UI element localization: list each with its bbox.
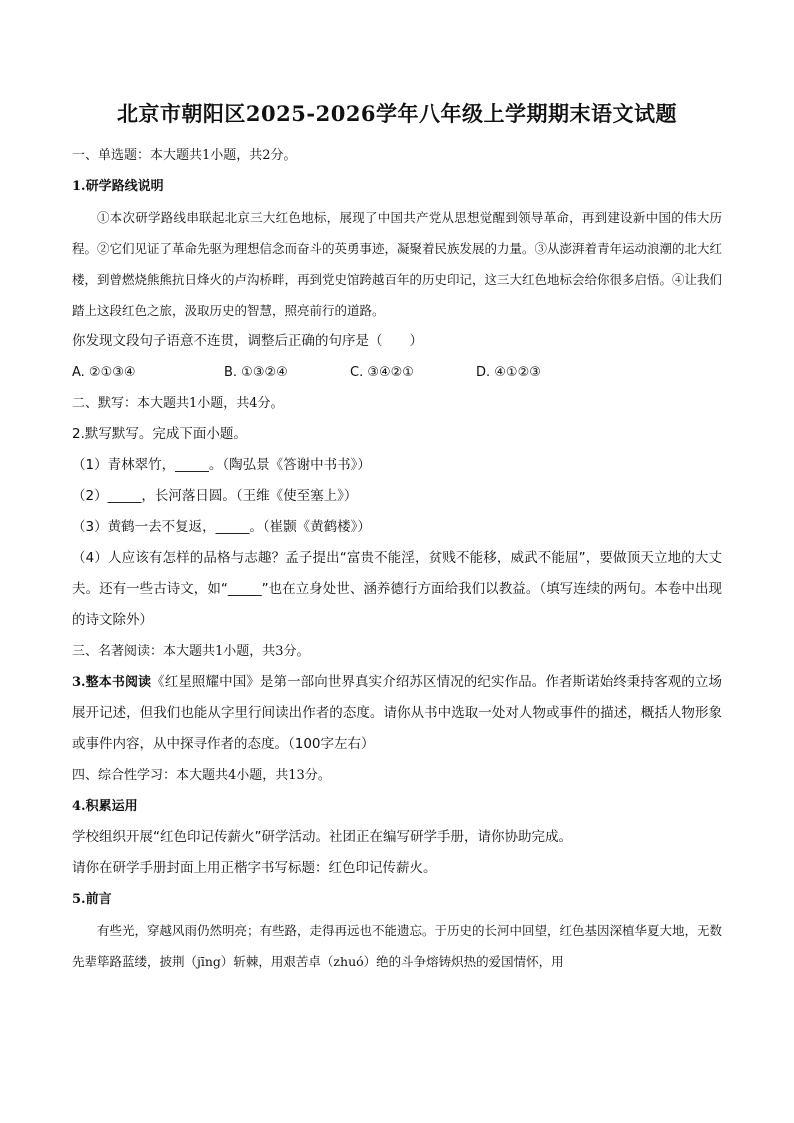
question-5-heading: 5.前言 [72, 892, 112, 907]
question-2-item-3: （3）黄鹤一去不复返，_____。（崔颢《黄鹤楼》） [72, 519, 371, 535]
section-heading-3 [72, 636, 722, 667]
question-1-options [72, 357, 722, 388]
section-heading-4 [72, 760, 722, 791]
section-text: 四、综合性学习：本大题共4小题，共13分。 [72, 768, 331, 783]
question-4-line-2: 请你在研学手册封面上用正楷字书写标题：红色印记传薪火。 [72, 860, 437, 876]
section-heading-2 [72, 388, 722, 419]
question-1-prompt: 你发现文段句子语意不连贯，调整后正确的句序是（ ） [72, 333, 423, 349]
question-2-item-1: （1）青林翠竹，_____。（陶弘景《答谢中书书》） [72, 457, 371, 473]
exam-page [72, 100, 722, 977]
section-heading-1 [72, 140, 722, 171]
question-1-heading: 1.研学路线说明 [72, 179, 164, 194]
question-3-heading: 3.整本书阅读 [72, 675, 152, 690]
question-3-text: 《红星照耀中国》是第一部向世界真实介绍苏区情况的纪实作品。作者斯诺始终秉持客观的立场展开记述，但我们也能从字里行间读出作者的态度。请你从书中选取一处对人物或事件的描述，概括人物形象或事件内容，从中探寻作者的态度。（100字左右） [72, 674, 722, 752]
section-text: 一、单选题：本大题共1小题，共2分。 [72, 148, 297, 163]
option-b[interactable]: B. ①③②④ [224, 365, 288, 380]
question-2-item-2: （2）_____，长河落日圆。（王维《使至塞上》） [72, 488, 358, 504]
question-2-heading: 2.默写默写。完成下面小题。 [72, 426, 247, 442]
option-d[interactable]: D. ④①②③ [476, 365, 541, 380]
section-text: 三、名著阅读：本大题共1小题，共3分。 [72, 644, 310, 659]
option-a[interactable]: A. ②①③④ [72, 365, 136, 380]
question-3 [72, 667, 722, 760]
question-4-heading: 4.积累运用 [72, 799, 138, 814]
option-c[interactable]: C. ③④②① [350, 365, 414, 380]
question-1-passage: ①本次研学路线串联起北京三大红色地标，展现了中国共产党从思想觉醒到领导革命，再到建设新中国的伟大历程。②它们见证了革命先驱为理想信念而奋斗的英勇事迹，凝聚着民族发展的力量。③从澎湃着青年运动浪潮的北大红楼，到曾燃烧熊熊抗日烽火的卢沟桥畔，再到党史馆跨越百年的历史印记，这三大红色地标会给你很多启悟。④让我们踏上这段红色之旅，汲取历史的智慧，照亮前行的道路。 [72, 210, 723, 318]
page-title: 北京市朝阳区2025-2026学年八年级上学期期末语文试题 [116, 101, 678, 126]
question-2-item-4: （4）人应该有怎样的品格与志趣？孟子提出“富贵不能淫，贫贱不能移，威武不能屈”，要做顶天立地的大丈夫。还有一些古诗文，如“_____”也在立身处世、涵养德行方面给我们以教益。（填写连续的两句。本卷中出现的诗文除外） [72, 550, 722, 628]
section-text: 二、默写：本大题共1小题，共4分。 [72, 396, 284, 411]
question-4-line-1: 学校组织开展“红色印记传薪火”研学活动。社团正在编写研学手册，请你协助完成。 [72, 829, 572, 845]
question-5-passage: 有些光，穿越风雨仍然明亮；有些路，走得再远也不能遗忘。于历史的长河中回望，红色基因深植华夏大地，无数先辈筚路蓝缕，披荆（jīng）斩棘，用艰苦卓（zhuó）绝的斗争熔铸炽热的爱国情怀，用 [72, 923, 723, 969]
